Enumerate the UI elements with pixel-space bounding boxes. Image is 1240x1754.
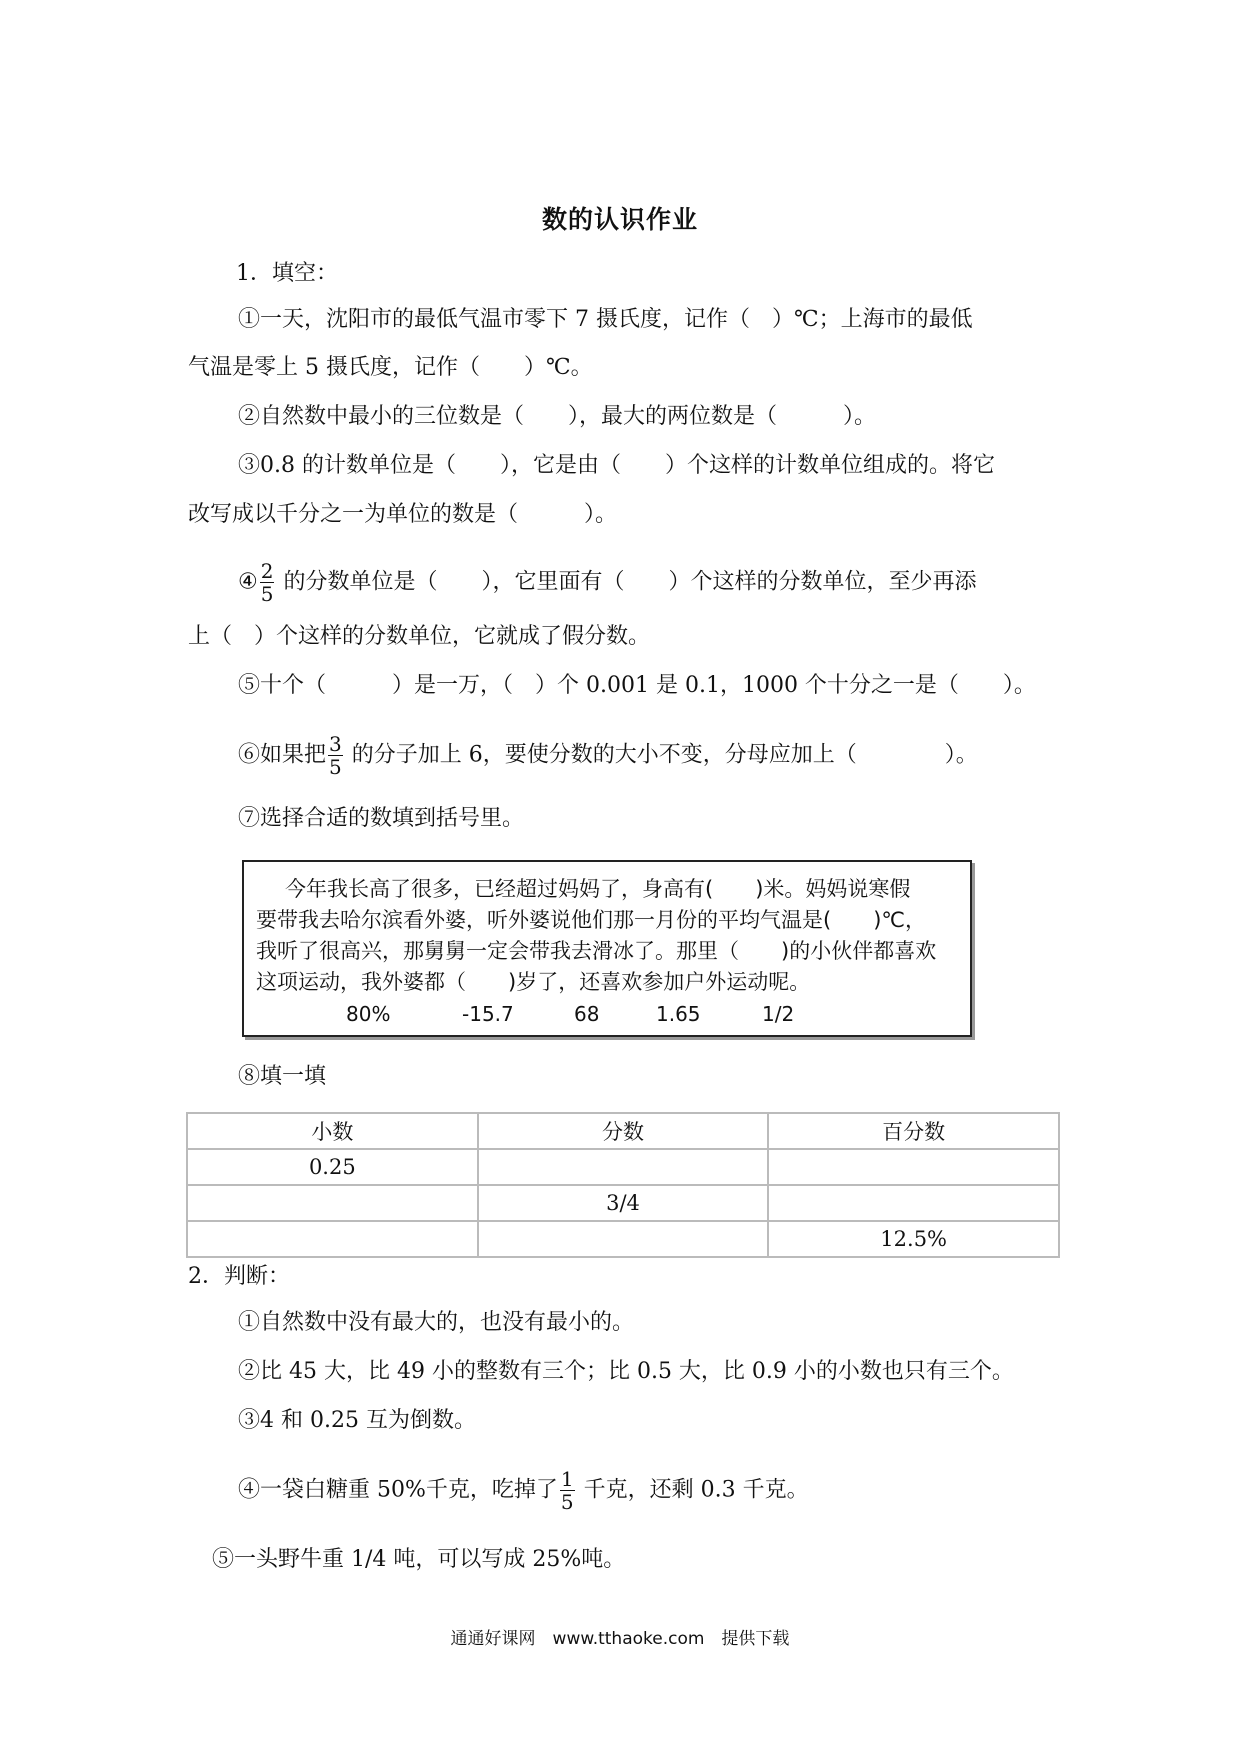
question-1-line-2: 气温是零上 5 摄氏度，记作（ ）℃。 [188,355,593,380]
judgement-4-suffix: 千克，还剩 0.3 千克。 [576,1477,809,1503]
table-row [187,1185,1059,1221]
fraction-numerator: 3 [329,732,342,756]
story-line-1: 今年我长高了很多，已经超过妈妈了，身高有( )米。妈妈说寒假 [264,877,911,901]
choice-item: 68 [574,1002,600,1026]
table-cell: 3/4 [478,1185,769,1221]
conversion-table [186,1112,1060,1258]
fraction-numerator: 2 [260,559,274,583]
fraction-denominator: 5 [329,755,342,779]
story-line-2: 要带我去哈尔滨看外婆，听外婆说他们那一月份的平均气温是( )℃， [256,908,926,932]
table-cell: 0.25 [187,1149,478,1185]
table-row [187,1149,1059,1185]
question-4-line-1 [238,560,976,605]
question-6-suffix: 的分子加上 6，要使分数的大小不变，分母应加上（ ）。 [344,742,978,768]
table-header-cell: 百分数 [768,1113,1059,1149]
fraction-one-fifth [560,1468,575,1513]
table-cell [768,1185,1059,1221]
story-line-4: 这项运动，我外婆都（ )岁了，还喜欢参加户外运动呢。 [256,970,811,994]
choice-item: 80% [346,1002,391,1026]
fraction-numerator: 1 [560,1467,574,1491]
question-6-prefix: ⑥如果把 [238,742,327,768]
judgement-4-prefix: ④一袋白糖重 50%千克，吃掉了 [238,1477,558,1503]
table-header-cell: 小数 [187,1113,478,1149]
table-cell: 12.5% [768,1221,1059,1257]
question-8: ⑧填一填 [238,1064,327,1089]
section2-heading: 2．判断： [188,1264,290,1289]
table-cell [478,1149,769,1185]
question-4-line-2: 上（ ）个这样的分数单位，它就成了假分数。 [188,624,651,649]
table-cell [187,1221,478,1257]
question-5: ⑤十个（ ）是一万，（ ）个 0.001 是 0.1，1000 个十分之一是（ ）。 [238,673,1036,698]
fraction-denominator: 5 [560,1490,574,1514]
fraction-three-fifths [328,733,343,778]
question-7: ⑦选择合适的数填到括号里。 [238,806,525,831]
table-cell [187,1185,478,1221]
fraction-two-fifths [260,560,275,605]
table-cell [478,1221,769,1257]
table-header-cell: 分数 [478,1113,769,1149]
choice-item: -15.7 [462,1002,514,1026]
question-6 [238,733,978,778]
page-title: 数的认识作业 [541,205,698,234]
judgement-2: ②比 45 大，比 49 小的整数有三个；比 0.5 大，比 0.9 小的小数也只有三个。 [238,1359,1014,1384]
question-3-line-1: ③0.8 的计数单位是（ ），它是由（ ）个这样的计数单位组成的。将它 [238,453,995,478]
question-2: ②自然数中最小的三位数是（ ），最大的两位数是（ ）。 [238,404,877,429]
table-header-row [187,1113,1059,1149]
choice-item: 1.65 [656,1002,701,1026]
judgement-1: ①自然数中没有最大的，也没有最小的。 [238,1310,635,1335]
table-cell [768,1149,1059,1185]
judgement-4 [238,1468,809,1513]
choice-item: 1/2 [762,1002,795,1026]
story-box [242,860,972,1037]
table-row [187,1221,1059,1257]
fraction-denominator: 5 [260,582,274,606]
question-4-prefix: ④ [238,569,258,595]
judgement-5: ⑤一头野牛重 1/4 吨，可以写成 25%吨。 [212,1547,626,1572]
footer-credit: 通通好课网 www.tthaoke.com 提供下载 [450,1629,790,1649]
question-1-line-1: ①一天，沈阳市的最低气温市零下 7 摄氏度，记作（ ）℃；上海市的最低 [238,307,973,332]
question-3-line-2: 改写成以千分之一为单位的数是（ ）。 [188,502,618,527]
judgement-3: ③4 和 0.25 互为倒数。 [238,1408,476,1433]
story-line-3: 我听了很高兴，那舅舅一定会带我去滑冰了。那里（ )的小伙伴都喜欢 [256,939,937,963]
section1-heading: 1．填空： [236,261,338,286]
question-4-suffix: 的分数单位是（ ），它里面有（ ）个这样的分数单位，至少再添 [276,569,977,595]
